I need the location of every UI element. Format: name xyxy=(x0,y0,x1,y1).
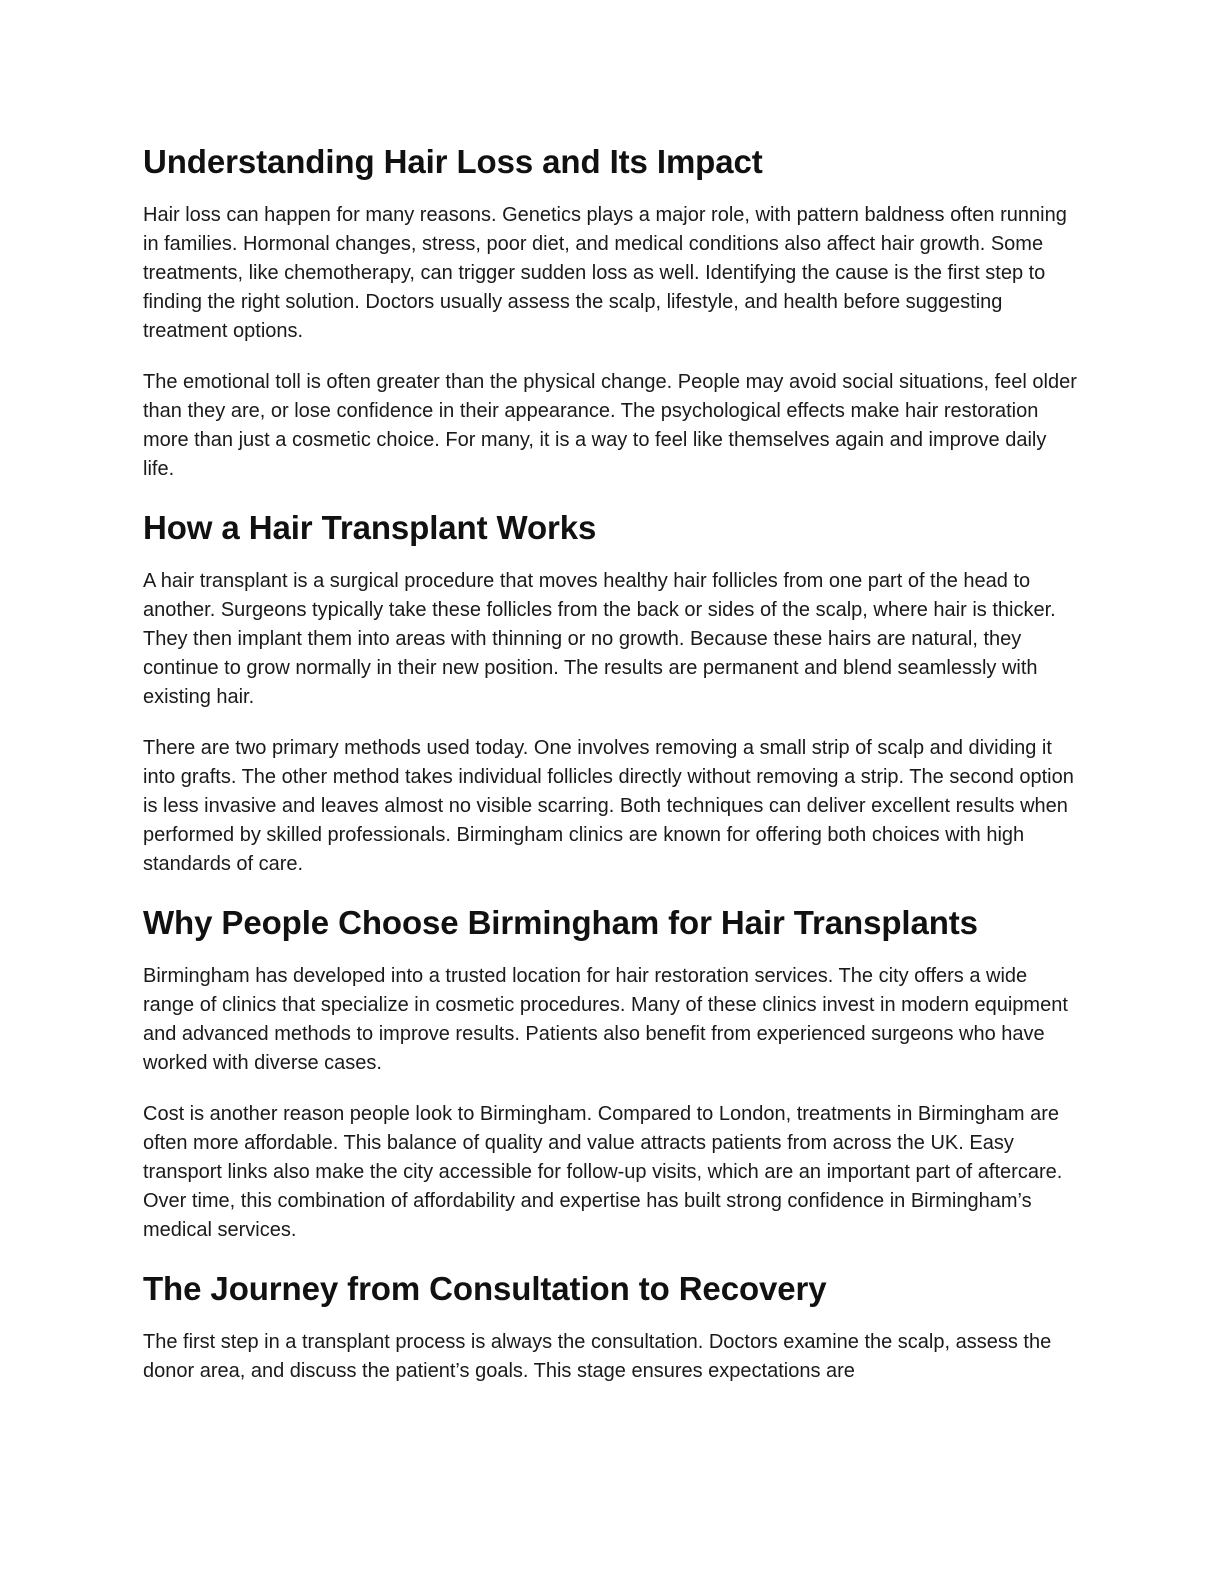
paragraph: Hair loss can happen for many reasons. Genetics plays a major role, with pattern baldness often running in families. Hormonal changes, stress, poor diet, and medical conditions also affect hair growth. Some treatments, like chemotherapy, can trigger sudden loss as well. Identifying the cause is the first step to finding the right solution. Doctors usually assess the scalp, lifestyle, and health before suggesting treatment options. xyxy=(143,204,1067,342)
paragraph: A hair transplant is a surgical procedure that moves healthy hair follicles from one part of the head to another. Surgeons typically take these follicles from the back or sides of the scalp, where hair is thicker. They then implant them into areas with thinning or no growth. Because these hairs are natural, they continue to grow normally in their new position. The results are permanent and blend seamlessly with existing hair. xyxy=(143,570,1056,708)
section-hair-loss xyxy=(143,140,1078,484)
section-heading: The Journey from Consultation to Recovery xyxy=(143,1270,827,1307)
section-consultation-to-recovery xyxy=(143,1267,1078,1386)
section-heading: Understanding Hair Loss and Its Impact xyxy=(143,143,763,180)
document-page xyxy=(143,140,1078,1408)
paragraph: The first step in a transplant process is always the consultation. Doctors examine the scalp, assess the donor area, and discuss the patient’s goals. This stage ensures expectations are xyxy=(143,1331,1052,1382)
paragraph: Birmingham has developed into a trusted location for hair restoration services. The city offers a wide range of clinics that specialize in cosmetic procedures. Many of these clinics invest in modern equipment and advanced methods to improve results. Patients also benefit from experienced surgeons who have worked with diverse cases. xyxy=(143,965,1068,1074)
section-heading: Why People Choose Birmingham for Hair Transplants xyxy=(143,904,978,941)
section-why-birmingham xyxy=(143,901,1078,1245)
section-how-transplant-works xyxy=(143,506,1078,879)
paragraph: There are two primary methods used today. One involves removing a small strip of scalp and dividing it into grafts. The other method takes individual follicles directly without removing a strip. The second option is less invasive and leaves almost no visible scarring. Both techniques can deliver excellent results when performed by skilled professionals. Birmingham clinics are known for offering both choices with high standards of care. xyxy=(143,737,1074,875)
section-heading: How a Hair Transplant Works xyxy=(143,509,597,546)
paragraph: Cost is another reason people look to Birmingham. Compared to London, treatments in Birmingham are often more affordable. This balance of quality and value attracts patients from across the UK. Easy transport links also make the city accessible for follow-up visits, which are an important part of aftercare. Over time, this combination of affordability and expertise has built strong confidence in Birmingham’s medical services. xyxy=(143,1103,1063,1241)
paragraph: The emotional toll is often greater than the physical change. People may avoid social situations, feel older than they are, or lose confidence in their appearance. The psychological effects make hair restoration more than just a cosmetic choice. For many, it is a way to feel like themselves again and improve daily life. xyxy=(143,371,1077,480)
